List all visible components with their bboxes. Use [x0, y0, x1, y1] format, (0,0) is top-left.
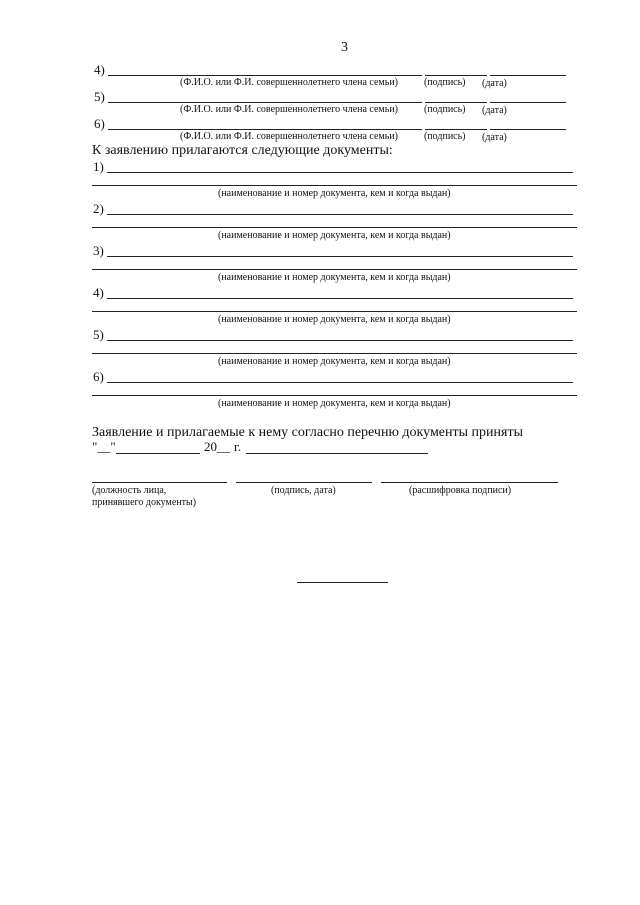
document-number: 4)	[93, 285, 104, 300]
member-date-caption: (дата)	[482, 132, 507, 143]
year-blank[interactable]: __	[217, 439, 230, 454]
member-name-line[interactable]	[108, 129, 422, 130]
member-sign-caption: (подпись)	[424, 104, 466, 115]
member-sign-caption: (подпись)	[424, 131, 466, 142]
document-number: 3)	[93, 243, 104, 258]
closing-rule	[297, 582, 388, 583]
member-sign-line[interactable]	[425, 102, 487, 103]
member-name-line[interactable]	[108, 75, 422, 76]
member-number: 4)	[94, 62, 105, 77]
document-second-line[interactable]	[92, 269, 577, 270]
year-prefix: 20	[204, 439, 217, 454]
document-caption: (наименование и номер документа, кем и когда выдан)	[218, 230, 451, 241]
document-number: 5)	[93, 327, 104, 342]
member-sign-line[interactable]	[425, 129, 487, 130]
documents-heading: К заявлению прилагаются следующие документы:	[92, 143, 393, 158]
document-second-line[interactable]	[92, 353, 577, 354]
document-caption: (наименование и номер документа, кем и когда выдан)	[218, 272, 451, 283]
document-first-line[interactable]	[107, 172, 573, 173]
document-first-line[interactable]	[107, 382, 573, 383]
document-second-line[interactable]	[92, 227, 577, 228]
member-name-caption: (Ф.И.О. или Ф.И. совершеннолетнего члена семьи)	[180, 77, 398, 88]
date-quote-close: "	[110, 439, 116, 454]
document-number: 6)	[93, 369, 104, 384]
document-number: 2)	[93, 201, 104, 216]
document-first-line[interactable]	[107, 340, 573, 341]
sign-date-line[interactable]	[236, 482, 372, 483]
date-year	[204, 439, 230, 454]
document-first-line[interactable]	[107, 214, 573, 215]
member-name-caption: (Ф.И.О. или Ф.И. совершеннолетнего члена семьи)	[180, 104, 398, 115]
member-date-line[interactable]	[490, 129, 566, 130]
document-first-line[interactable]	[107, 298, 573, 299]
acceptance-extra-line[interactable]	[246, 453, 428, 454]
acceptance-date	[92, 439, 116, 454]
member-name-caption: (Ф.И.О. или Ф.И. совершеннолетнего члена семьи)	[180, 131, 398, 142]
date-quote-open: "	[92, 439, 98, 454]
sign-date-caption: (подпись, дата)	[271, 485, 336, 496]
member-sign-line[interactable]	[425, 75, 487, 76]
member-date-caption: (дата)	[482, 105, 507, 116]
position-line[interactable]	[92, 482, 227, 483]
member-date-caption: (дата)	[482, 78, 507, 89]
document-number: 1)	[93, 159, 104, 174]
member-date-line[interactable]	[490, 102, 566, 103]
transcript-caption: (расшифровка подписи)	[409, 485, 512, 496]
page-number: 3	[341, 40, 348, 55]
year-suffix: г.	[234, 439, 242, 454]
document-second-line[interactable]	[92, 311, 577, 312]
date-month-line[interactable]	[116, 453, 200, 454]
transcript-line[interactable]	[381, 482, 558, 483]
document-caption: (наименование и номер документа, кем и когда выдан)	[218, 398, 451, 409]
document-second-line[interactable]	[92, 185, 577, 186]
document-second-line[interactable]	[92, 395, 577, 396]
document-caption: (наименование и номер документа, кем и когда выдан)	[218, 188, 451, 199]
position-caption-line1: (должность лица,	[92, 485, 167, 496]
acceptance-text: Заявление и прилагаемые к нему согласно перечню документы приняты	[92, 425, 523, 440]
date-day-blank[interactable]: __	[97, 439, 111, 454]
document-caption: (наименование и номер документа, кем и когда выдан)	[218, 314, 451, 325]
document-caption: (наименование и номер документа, кем и когда выдан)	[218, 356, 451, 367]
position-caption-line2: принявшего документы)	[92, 497, 197, 508]
member-number: 5)	[94, 89, 105, 104]
member-sign-caption: (подпись)	[424, 77, 466, 88]
member-date-line[interactable]	[490, 75, 566, 76]
document-first-line[interactable]	[107, 256, 573, 257]
member-number: 6)	[94, 116, 105, 131]
member-name-line[interactable]	[108, 102, 422, 103]
